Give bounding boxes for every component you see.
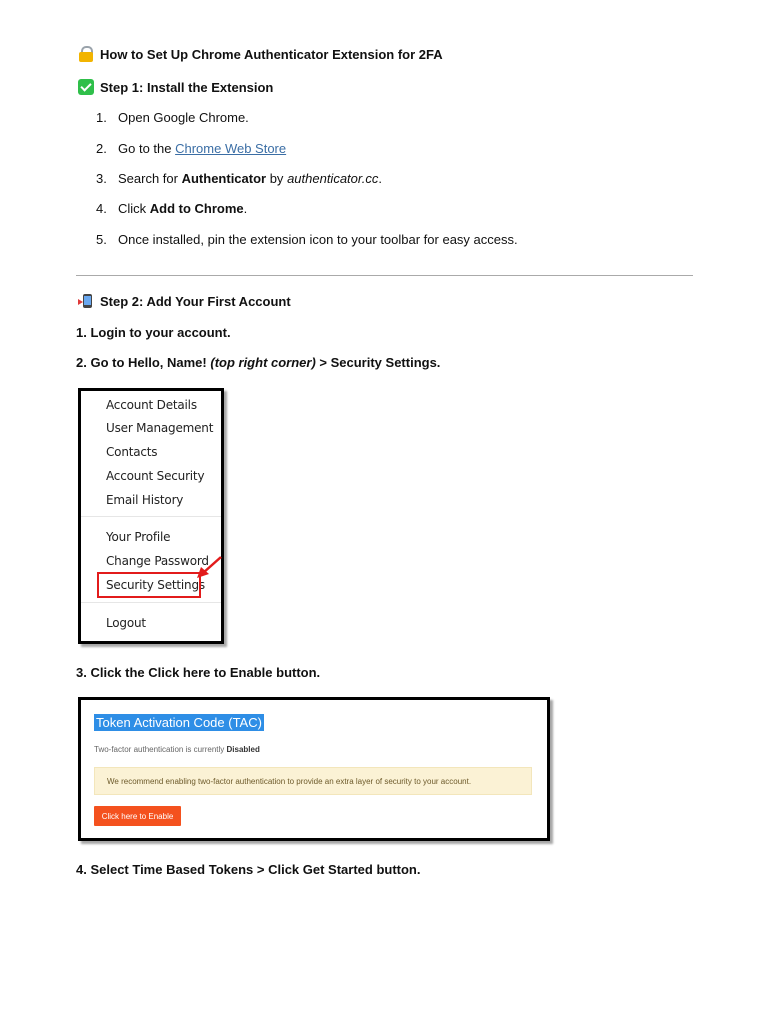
step2-line-2: 2. Go to Hello, Name! (top right corner) > Security Settings.: [76, 355, 441, 370]
security-settings-highlight: [97, 572, 201, 598]
tac-panel-screenshot: [78, 697, 550, 841]
menu-item-account-security[interactable]: Account Security: [106, 469, 205, 483]
list-item: 4. Click Add to Chrome .: [96, 201, 248, 216]
tac-status: Two-factor authentication is currently Disabled: [94, 745, 260, 754]
step2-line-1: 1. Login to your account.: [76, 325, 231, 340]
mobile-phone-arrow-icon: [78, 293, 94, 309]
enable-2fa-button[interactable]: Click here to Enable: [94, 806, 181, 826]
chrome-web-store-link[interactable]: Chrome Web Store: [175, 141, 287, 156]
lock-with-key-icon: [78, 46, 94, 62]
list-item: 5. Once installed, pin the extension icon to your toolbar for easy access.: [96, 232, 518, 247]
menu-item-your-profile[interactable]: Your Profile: [106, 530, 171, 544]
menu-divider: [81, 516, 221, 517]
tac-title: Token Activation Code (TAC): [96, 715, 262, 730]
step2-line-4: 4. Select Time Based Tokens > Click Get Started button.: [76, 862, 421, 877]
menu-item-contacts[interactable]: Contacts: [106, 445, 158, 459]
tac-recommendation-note: We recommend enabling two-factor authentication to provide an extra layer of security to your account.: [94, 767, 532, 795]
menu-item-logout[interactable]: Logout: [106, 616, 146, 630]
menu-divider: [81, 602, 221, 603]
step1-heading: [78, 79, 273, 95]
check-mark-icon: [78, 79, 94, 95]
account-menu-screenshot: [78, 388, 224, 644]
red-arrow-icon: [195, 555, 223, 581]
menu-item-user-management[interactable]: User Management: [106, 421, 214, 435]
document-title: [78, 46, 443, 62]
list-item: 1. Open Google Chrome.: [96, 110, 249, 125]
menu-item-security-settings[interactable]: Security Settings: [106, 578, 205, 592]
menu-item-account-details[interactable]: Account Details: [106, 398, 197, 412]
menu-item-change-password[interactable]: Change Password: [106, 554, 209, 568]
horizontal-divider: [76, 275, 693, 276]
list-item: 3. Search for Authenticator by authenticator.cc .: [96, 171, 382, 186]
step2-heading-text: Step 2: Add Your First Account: [100, 293, 291, 309]
menu-item-email-history[interactable]: Email History: [106, 493, 184, 507]
status-badge: Disabled: [226, 745, 260, 754]
document-title-text: How to Set Up Chrome Authenticator Extension for 2FA: [100, 46, 443, 62]
step2-heading: [78, 293, 291, 309]
step2-line-3: 3. Click the Click here to Enable button.: [76, 665, 321, 680]
list-item: 2. Go to the Chrome Web Store: [96, 141, 287, 156]
step1-heading-text: Step 1: Install the Extension: [100, 79, 274, 95]
